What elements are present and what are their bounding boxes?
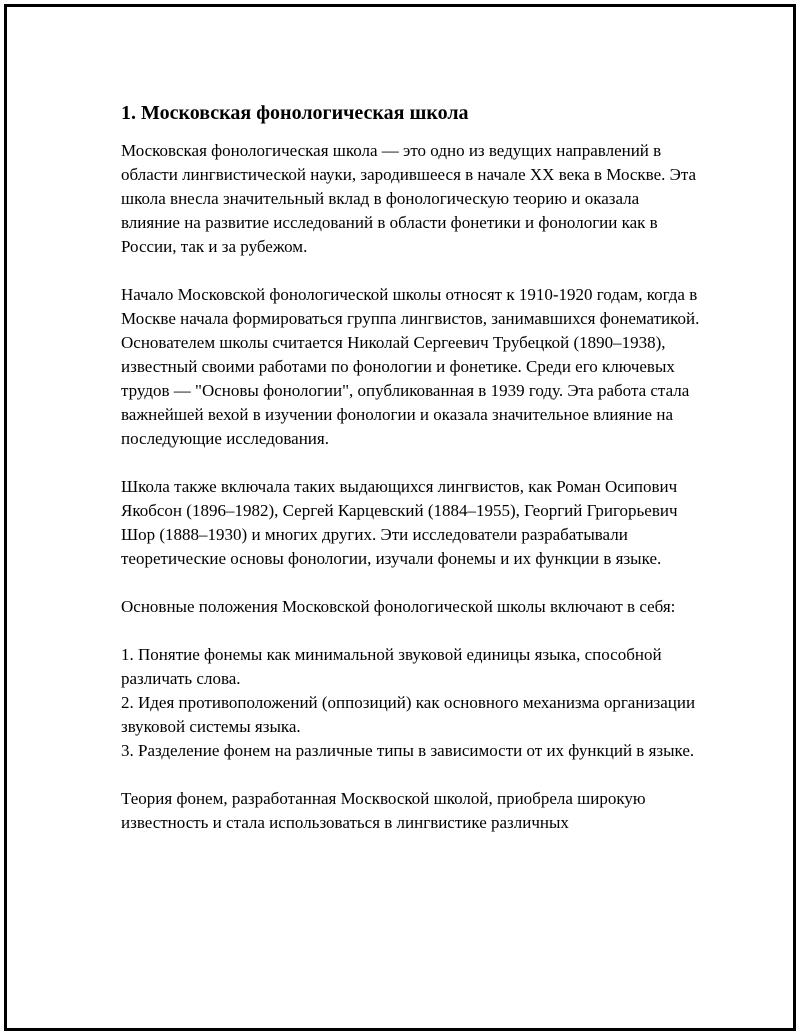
paragraph-history: Начало Московской фонологической школы относят к 1910-1920 годам, когда в Москве начала формироваться группа лингвистов, занимавшихся фонематикой. Основателем школы считается Николай Сергеевич Трубецкой (1890–1938), известный своими работами по фонологии и фонетике. Среди его ключевых трудов — "Основы фонологии", опубликованная в 1939 году. Эта работа стала важнейшей вехой в изучении фонологии и оказала значительное влияние на последующие исследования. xyxy=(121,285,700,448)
paragraph-principles-lead: Основные положения Московской фонологической школы включают в себя: xyxy=(121,597,676,616)
paragraph-closing: Теория фонем, разработанная Москвоской школой, приобрела широкую известность и стала использоваться в лингвистике различных xyxy=(121,789,646,832)
paragraph-members: Школа также включала таких выдающихся лингвистов, как Роман Осипович Якобсон (1896–1982), Сергей Карцевский (1884–1955), Георгий Григорьевич Шор (1888–1930) и многих других. Эти исследователи разрабатывали теоретические основы фонологии, изучали фонемы и их функции в языке. xyxy=(121,477,678,568)
list-item: 2. Идея противоположений (оппозиций) как основного механизма организации звуковой системы языка. xyxy=(121,693,696,736)
principles-list xyxy=(121,643,701,763)
paragraph-intro: Московская фонологическая школа — это одно из ведущих направлений в области лингвистической науки, зародившееся в начале XX века в Москве. Эта школа внесла значительный вклад в фонологическую теорию и оказала влияние на развитие исследований в области фонетики и фонологии как в России, так и за рубежом. xyxy=(121,141,697,256)
list-item: 1. Понятие фонемы как минимальной звуковой единицы языка, способной различать слова. xyxy=(121,645,662,688)
section-heading: 1. Московская фонологическая школа xyxy=(121,102,469,124)
page-frame xyxy=(4,4,796,1031)
list-item: 3. Разделение фонем на различные типы в зависимости от их функций в языке. xyxy=(121,741,695,760)
document-body xyxy=(121,99,701,859)
